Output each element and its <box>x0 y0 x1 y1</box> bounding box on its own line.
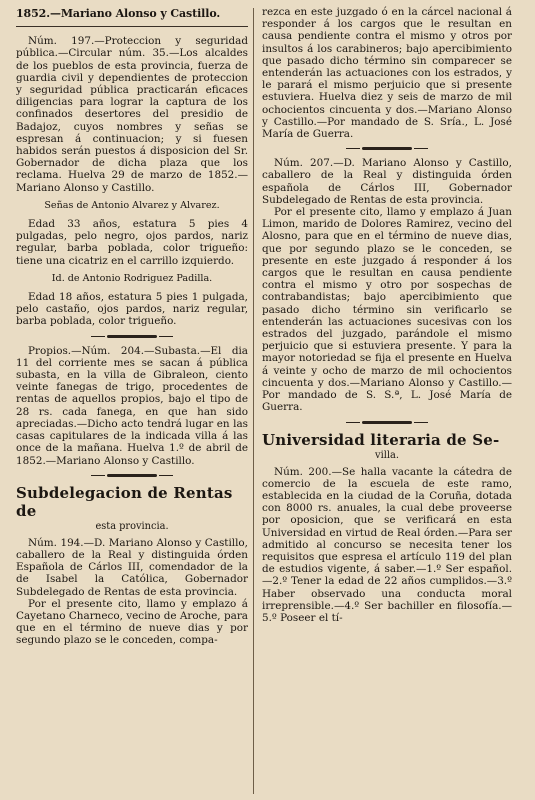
notice-194-heading: Núm. 194.—D. Mariano Alonso y Castillo, caballero de la Real y distinguida órden Española de Cárlos III, comendador de la de Isabel la Católica, Gobernador Subdelegado de Rentas de esta provincia. <box>16 536 248 598</box>
notice-207-heading: Núm. 207.—D. Mariano Alonso y Castillo, caballero de la Real y distinguida órden española de Cárlos III, Gobernador Subdelegado de Rentas de esta provincia. <box>262 157 512 206</box>
column-divider <box>253 8 254 794</box>
notice-207-body: Por el presente cito, llamo y emplazo á Juan Limon, marido de Dolores Ramirez, vecino del Alosno, para que en el término de nueve dias, que por segundo plazo se le conceden, se presente en este juzgado á responder á los cargos que le resultan en causa pendiente contra el mismo y otro por sospechas de contrabandistas; bajo apercibimiento que pasado dicho término sin verificarlo se entenderán las actuaciones sucesivas con los estrados del juzgado, parándole el mismo perjuicio que si estuviera presente. Y para la mayor notoriedad se fija el presente en Huelva á veinte y ocho de marzo de mil ochocientos cincuenta y dos.—Mariano Alonso y Castillo.—Por mandado de S. S.ª, L. José María de Guerra. <box>262 206 512 414</box>
notice-194-continuation: rezca en este juzgado ó en la cárcel nacional á responder á los cargos que le resultan en causa pendiente contra el mismo y otros por insultos á los carabineros; bajo apercibimiento que pasado dicho término sin comparecer se entenderán las actuaciones con los estrados, y le parará el mismo perjuicio que si presente estuviera. Huelva diez y seis de marzo de mil ochocientos cincuenta y dos.—Mariano Alonso y Castillo.—Por mandado de S. Sría., L. José María de Guerra. <box>262 6 512 141</box>
header-rule <box>16 26 248 27</box>
ornament-divider <box>107 335 157 338</box>
notice-204: Propios.—Núm. 204.—Subasta.—El dia 11 del corriente mes se sacan á pública subasta, en la villa de Gibraleon, ciento veinte fanegas de trigo, procedentes de rentas de aquellos propios, bajo el tipo de 28 rs. cada fanega, en que han sido apreciadas.—Dicho acto tendrá lugar en las casas capitulares de la indicada villa á las once de la mañana. Huelva 1.º de abril de 1852.—Mariano Alonso y Castillo. <box>16 344 248 467</box>
section-title-universidad: Universidad literaria de Se- <box>262 430 500 449</box>
ornament-divider <box>362 147 412 150</box>
signs-1-text: Edad 33 años, estatura 5 pies 4 pulgadas, pelo negro, ojos pardos, nariz regular, barba poblada, color trigueño: tiene una cicatriz en el carrillo izquierdo. <box>16 218 248 267</box>
section-subtitle-universidad: villa. <box>375 449 399 461</box>
left-column <box>16 6 248 800</box>
signs-2-title: Id. de Antonio Rodriguez Padilla. <box>51 272 213 284</box>
ornament-divider <box>362 421 412 424</box>
notice-197: Núm. 197.—Proteccion y seguridad pública.—Circular núm. 35.—Los alcaldes de los pueblos de esta provincia, fuerza de guardia civil y dependientes de proteccion y seguridad pública practicarán eficaces diligencias para lograr la captura de los confinados desertores del presidio de Badajoz, cuyos nombres y señas se espresan á continuacion; y si fuesen habidos serán puestos á disposicion del Sr. Gobernador de dicha plaza que los reclama. Huelva 29 de marzo de 1852.—Mariano Alonso y Castillo. <box>16 35 248 194</box>
page-header: 1852.—Mariano Alonso y Castillo. <box>16 7 221 20</box>
signs-2-text: Edad 18 años, estatura 5 pies 1 pulgada, pelo castaño, ojos pardos, nariz regular, barba poblada, color trigueño. <box>16 291 248 328</box>
ornament-divider <box>107 474 157 477</box>
notice-194-body: Por el presente cito, llamo y emplazo á Cayetano Charneco, vecino de Aroche, para que en el término de nueve dias y por segundo plazo se le conceden, compa- <box>16 597 248 647</box>
section-title-rentas: Subdelegacion de Rentas de <box>16 483 233 520</box>
right-column <box>262 6 512 800</box>
notice-200: Núm. 200.—Se halla vacante la cátedra de comercio de la escuela de este ramo, establecida en la ciudad de la Coruña, dotada con 8000 rs. anuales, la cual debe proveerse por oposicion, que se verificará en esta Universidad en virtud de Real órden.—Para ser admitido al concurso se necesita tener los requisitos que espresa el artículo 119 del plan de estudios vigente, á saber.—1.º Ser español. —2.º Tener la edad de 22 años cumplidos.—3.º Haber observado una conducta moral irreprensible.—4.º Ser bachiller en filosofía.—5.º Poseer el tí- <box>262 465 512 624</box>
section-subtitle-rentas: esta provincia. <box>95 520 169 532</box>
signs-1-title: Señas de Antonio Alvarez y Alvarez. <box>44 199 220 211</box>
